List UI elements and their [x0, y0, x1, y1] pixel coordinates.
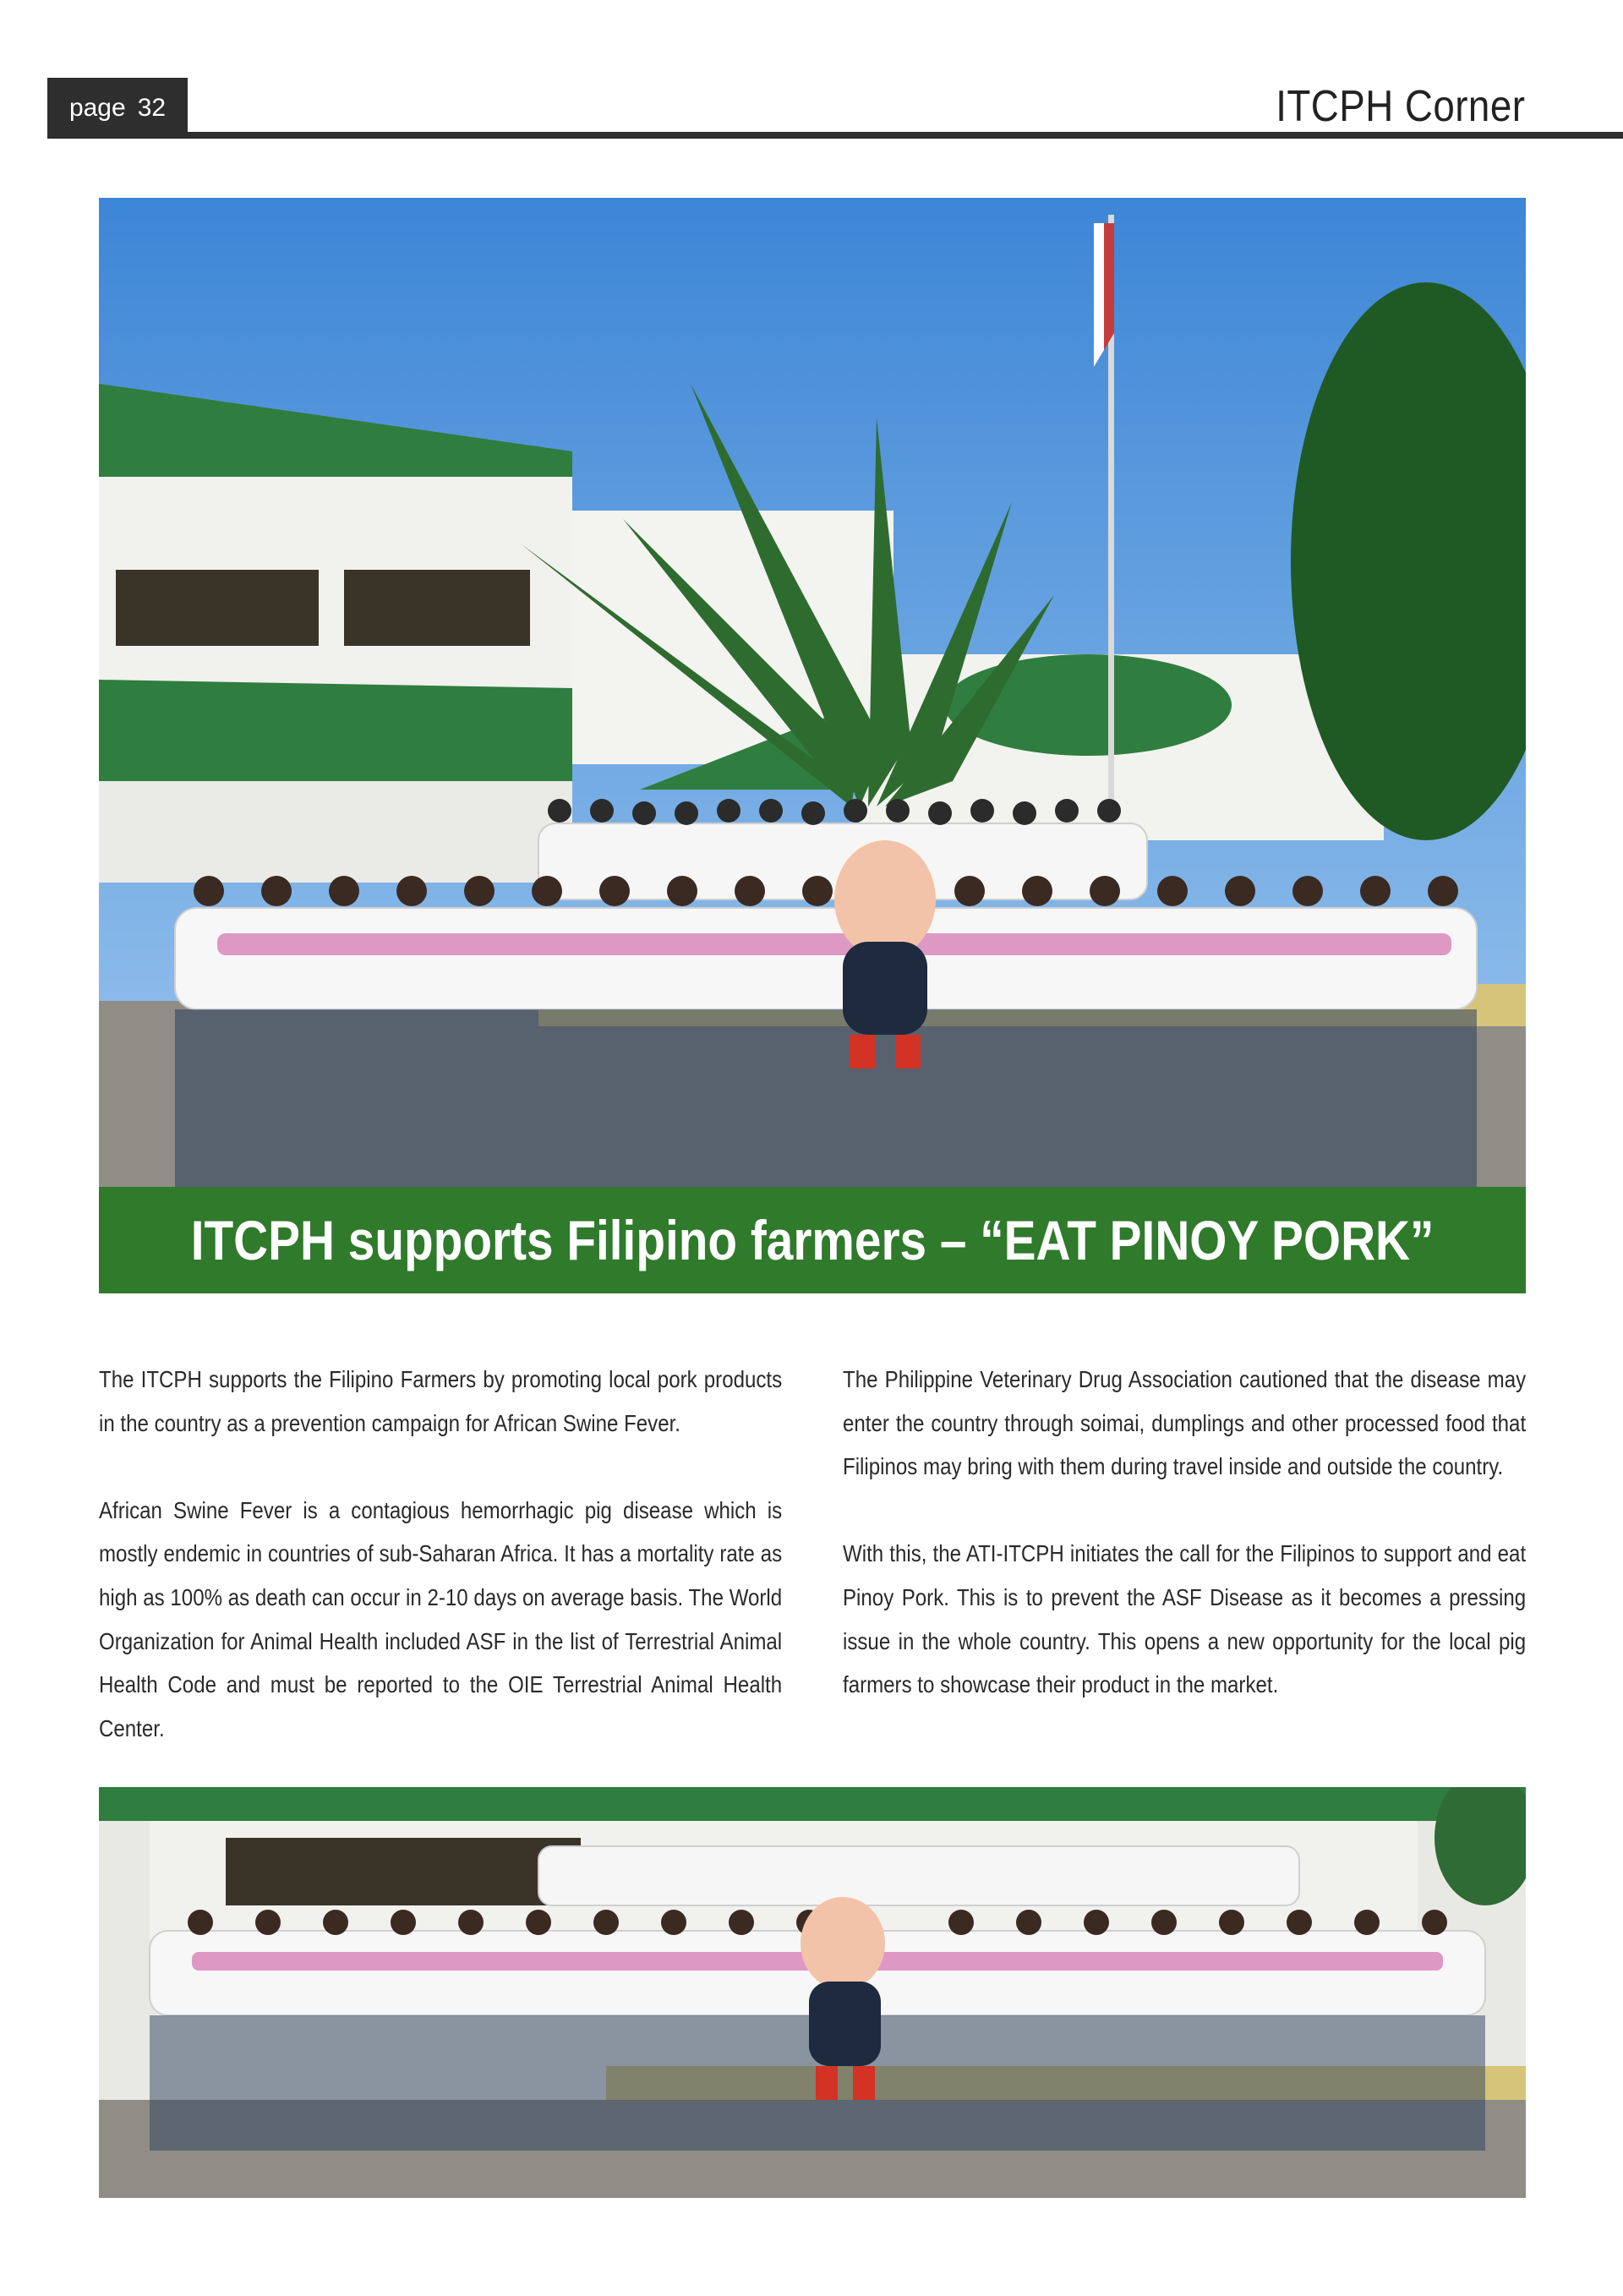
top-group-photo [99, 198, 1526, 1187]
paragraph: With this, the ATI-ITCPH initiates the call for the Filipinos to support and eat Pinoy Pork. This is to prevent the ASF Disease as it becomes a pressing issue in the whole country. This opens a new opportunity for the local pig farmers to showcase their product in the market. [843, 1540, 1527, 1698]
paragraph: The ITCPH supports the Filipino Farmers by promoting local pork products in the country as a prevention campaign for African Swine Fever. [99, 1366, 783, 1436]
paragraph: The Philippine Veterinary Drug Association cautioned that the disease may enter the country through soimai, dumplings and other processed food that Filipinos may bring with them during travel inside and outside the country. [843, 1366, 1527, 1480]
bottom-group-photo [99, 1787, 1526, 2198]
page-number-tab [47, 78, 188, 139]
article-headline-banner [99, 1187, 1526, 1293]
paragraph: African Swine Fever is a contagious hemorrhagic pig disease which is mostly endemic in countries of sub-Saharan Africa. It has a mortality rate as high as 100% as death can occur in 2-10 days on average basis. The World Organization for Animal Health included ASF in the list of Terrestrial Animal Health Code and must be reported to the OIE Terrestrial Animal Health Center. [99, 1496, 783, 1741]
photo-illustration [99, 1787, 1526, 2198]
header-rule [47, 132, 1623, 139]
article-headline: ITCPH supports Filipino farmers – “EAT PINOY PORK” [190, 1209, 1434, 1271]
page-label: page [68, 94, 126, 122]
article-column-left [99, 1358, 782, 1794]
page-number: 32 [137, 94, 167, 122]
section-title: ITCPH Corner [1275, 82, 1525, 131]
photo-illustration [99, 198, 1526, 1187]
article-column-right [843, 1358, 1526, 1750]
